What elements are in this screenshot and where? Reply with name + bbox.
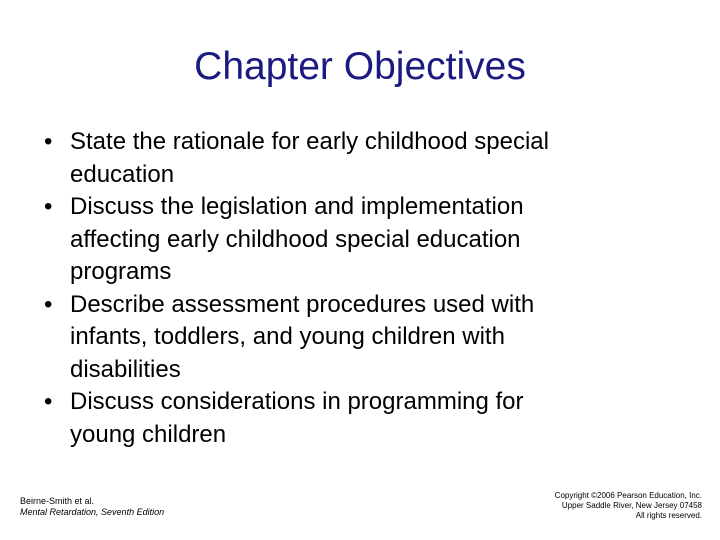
slide-title: Chapter Objectives: [194, 45, 526, 88]
objective-line: State the rationale for early childhood special: [70, 128, 549, 155]
objective-line: Discuss considerations in programming for: [70, 388, 524, 415]
objective-item: [44, 126, 684, 191]
copyright-rights: All rights reserved.: [635, 511, 702, 520]
copyright-line: Copyright ©2006 Pearson Education, Inc.: [554, 491, 702, 500]
objective-line: Describe assessment procedures used with: [70, 290, 535, 318]
objective-item: [44, 191, 684, 289]
copyright-address: Upper Saddle River, New Jersey 07458: [561, 501, 702, 510]
objective-line: young children: [70, 420, 227, 448]
footer-book-title: Mental Retardation, Seventh Edition: [20, 507, 165, 517]
objective-line: infants, toddlers, and young children with: [70, 323, 505, 350]
bullet-icon: •: [44, 128, 53, 155]
bullet-icon: •: [44, 388, 53, 415]
objective-line: Discuss the legislation and implementation: [70, 193, 524, 220]
objective-line: disabilities: [70, 355, 181, 383]
objective-line: programs: [70, 258, 172, 285]
bullet-icon: •: [44, 193, 53, 220]
objective-item: [44, 386, 684, 451]
objectives-list: [44, 126, 684, 451]
footer-copyright: [555, 491, 702, 521]
footer-citation: [20, 496, 164, 518]
bullet-icon: •: [44, 290, 53, 318]
objective-line: affecting early childhood special education: [70, 225, 521, 253]
footer-authors: Beirne-Smith et al.: [20, 496, 95, 506]
objective-line: education: [70, 160, 175, 188]
objective-item: [44, 289, 684, 387]
